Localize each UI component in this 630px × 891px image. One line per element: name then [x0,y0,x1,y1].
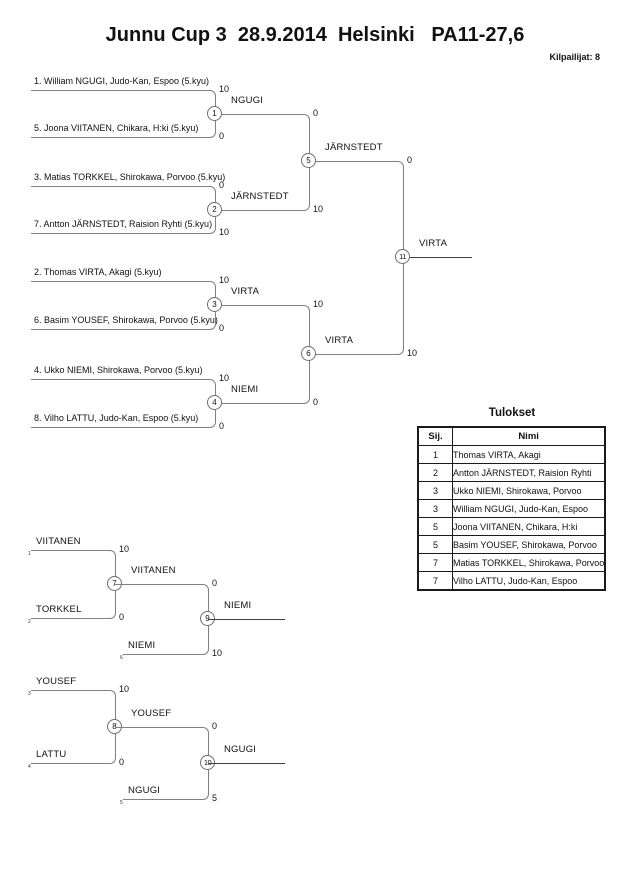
table-row [418,464,605,482]
entry-name-4: 4. Ukko NIEMI, Shirokawa, Porvoo (5.kyu) [34,365,203,375]
winner-label: VIRTA [325,335,354,346]
match-score: 10 [313,204,324,214]
entry-score: 0 [119,612,125,622]
match-circle-1: 1 [207,106,222,121]
match-circle-9: 9 [200,611,215,626]
bracket-connector [309,257,404,355]
bracket-connector [31,305,216,330]
entry-score: 10 [119,544,130,554]
bracket-connector [31,186,216,211]
bracket-connector [31,90,216,115]
match-score: 0 [313,108,319,118]
bracket-connector [31,379,216,404]
rank-cell: 3 [418,482,453,500]
seed-number: 1 [28,551,31,557]
winner-line [208,619,285,620]
entry-score: 10 [219,275,230,285]
entry-score: 0 [219,421,225,431]
match-score: 10 [407,348,418,358]
match-circle-6: 6 [301,346,316,361]
entry-score: 0 [219,323,225,333]
bracket-connector [31,584,116,619]
match-score: 0 [407,155,413,165]
bracket-connector [309,161,404,258]
entry-score: 5 [212,793,218,803]
match-circle-3: 3 [207,297,222,312]
seed-number: 4 [28,764,31,770]
name-cell: Matias TORKKEL, Shirokawa, Porvoo [453,554,606,572]
repechage-name: TORKKEL [36,604,82,615]
name-cell: Ukko NIEMI, Shirokawa, Porvoo [453,482,606,500]
bracket-connector [31,727,116,764]
table-row [418,482,605,500]
bracket-connector [115,727,209,764]
name-cell: Antton JÄRNSTEDT, Raision Ryhti [453,464,606,482]
table-row [418,500,605,518]
entry-score: 10 [219,373,230,383]
match-circle-4: 4 [207,395,222,410]
match-circle-2: 2 [207,202,222,217]
bracket-connector [31,690,116,728]
repechage-name: NIEMI [128,640,156,651]
rank-cell: 5 [418,518,453,536]
rank-cell: 7 [418,572,453,591]
winner-label: VIRTA [231,286,260,297]
match-circle-11: 11 [395,249,410,264]
results-table [417,426,606,591]
repechage-name: NGUGI [128,785,161,796]
bracket-connector [215,114,310,162]
bracket-connector [215,305,310,355]
entry-name-8: 8. Vilho LATTU, Judo-Kan, Espoo (5.kyu) [34,413,199,423]
entry-score: 0 [219,180,225,190]
name-cell: Joona VIITANEN, Chikara, H:ki [453,518,606,536]
winner-label: NIEMI [231,384,259,395]
seed-number: 5 [120,800,123,806]
rank-cell: 1 [418,446,453,464]
seed-number: 6 [120,655,123,661]
entry-name-1: 1. William NGUGI, Judo-Kan, Espoo (5.kyu) [34,76,210,86]
table-row [418,572,605,591]
results-header-row [418,427,605,446]
winner-label: VIRTA [419,238,448,249]
winner-label: NIEMI [224,600,252,611]
name-cell: William NGUGI, Judo-Kan, Espoo [453,500,606,518]
results-col-rank: Sij. [418,427,453,446]
bracket-connector [123,619,209,655]
bracket-connector [31,114,216,138]
entry-name-5: 5. Joona VIITANEN, Chikara, H:ki (5.kyu) [34,123,199,133]
table-row [418,518,605,536]
match-circle-5: 5 [301,153,316,168]
bracket-connector [215,161,310,211]
match-score: 0 [212,721,218,731]
match-circle-8: 8 [107,719,122,734]
bracket-connector [31,550,116,585]
winner-label: JÄRNSTEDT [325,142,383,153]
winner-label: NGUGI [224,744,257,755]
entry-score: 10 [119,684,130,694]
seed-number: 2 [28,619,31,625]
name-cell: Vilho LATTU, Judo-Kan, Espoo [453,572,606,591]
entry-score: 0 [219,131,225,141]
match-score: 0 [212,578,218,588]
seed-number: 3 [28,691,31,697]
entry-name-6: 6. Basim YOUSEF, Shirokawa, Porvoo (5.kyu) [34,315,218,325]
page-title: Junnu Cup 3 28.9.2014 Helsinki PA11-27,6 [105,24,525,46]
name-cell: Thomas VIRTA, Akagi [453,446,606,464]
bracket-connector [31,403,216,428]
results-col-name: Nimi [453,427,606,446]
entry-score: 10 [219,84,230,94]
bracket-connector [215,354,310,404]
repechage-name: YOUSEF [36,676,77,687]
entry-score: 10 [212,648,223,658]
entry-name-7: 7. Antton JÄRNSTEDT, Raision Ryhti (5.kyu) [34,219,213,229]
rank-cell: 2 [418,464,453,482]
entry-name-2: 2. Thomas VIRTA, Akagi (5.kyu) [34,267,162,277]
bracket-connector [31,210,216,234]
entry-score: 0 [119,757,125,767]
table-row [418,446,605,464]
match-circle-7: 7 [107,576,122,591]
rank-cell: 5 [418,536,453,554]
winner-line [208,763,285,764]
winner-label: NGUGI [231,95,264,106]
table-row [418,536,605,554]
rank-cell: 3 [418,500,453,518]
bracket-connector [31,281,216,306]
name-cell: Basim YOUSEF, Shirokawa, Porvoo [453,536,606,554]
winner-label: VIITANEN [131,565,176,576]
rank-cell: 7 [418,554,453,572]
match-circle-10: 10 [200,755,215,770]
winner-label: YOUSEF [131,708,172,719]
repechage-name: VIITANEN [36,536,81,547]
entry-name-3: 3. Matias TORKKEL, Shirokawa, Porvoo (5.kyu) [34,172,226,182]
competitor-count: Kilpailijat: 8 [549,52,600,62]
table-row [418,554,605,572]
winner-label: JÄRNSTEDT [231,191,289,202]
winner-line [403,257,472,258]
repechage-name: LATTU [36,749,67,760]
bracket-connector [123,763,209,800]
match-score: 0 [313,397,319,407]
match-score: 10 [313,299,324,309]
results-title: Tulokset [488,407,536,419]
entry-score: 10 [219,227,230,237]
bracket-connector [115,584,209,620]
